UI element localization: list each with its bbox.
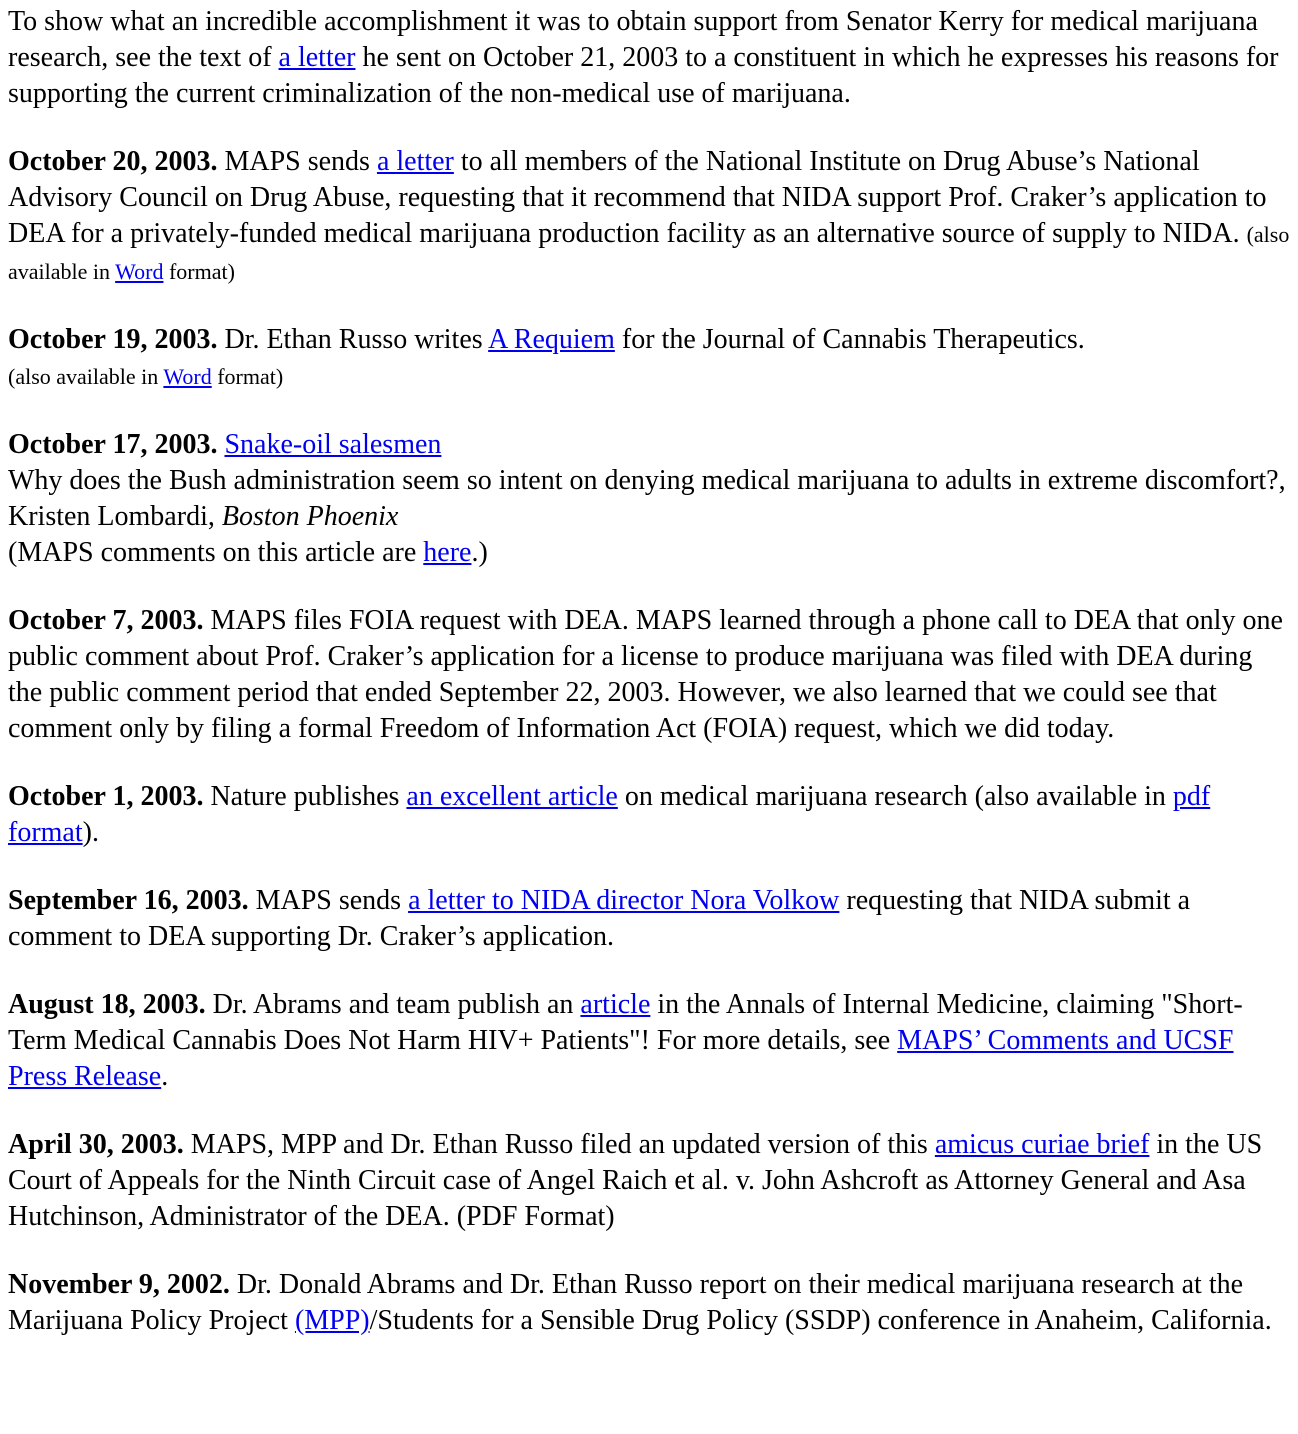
- entry-2003-10-01: [8, 779, 1290, 851]
- publication-name: Boston Phoenix: [221, 501, 399, 532]
- entry-date: October 7, 2003.: [8, 605, 204, 636]
- entry-text: to all members of the National Institute on Drug Abuse’s National Advisory Council on Drug Abuse, requesting that it recommend that NIDA support Prof. Craker’s application to DEA for a privately-funded medical marijuana production facility as an alternative source of supply to NIDA.: [8, 146, 1267, 249]
- volkow-letter-link[interactable]: a letter to NIDA director Nora Volkow: [408, 885, 840, 916]
- format-note: (also available in: [8, 222, 1290, 284]
- ucsf-press-release-link[interactable]: MAPS’ Comments and UCSF Press Release: [8, 1025, 1234, 1092]
- entry-date: October 17, 2003.: [8, 429, 218, 460]
- entry-date: October 19, 2003.: [8, 324, 218, 355]
- entry-text: Dr. Ethan Russo writes: [217, 324, 489, 355]
- requiem-link[interactable]: A Requiem: [488, 324, 615, 355]
- annals-article-link[interactable]: article: [580, 989, 651, 1020]
- entry-text: in the US Court of Appeals for the Ninth Circuit case of Angel Raich et al. v. John Ashcroft as Attorney General and Asa Hutchinson, Administrator of the DEA. (PDF Format): [8, 1129, 1263, 1232]
- comments-here-link[interactable]: here: [423, 537, 472, 568]
- nida-council-letter-link[interactable]: a letter: [376, 146, 454, 177]
- nature-article-link[interactable]: an excellent article: [406, 781, 618, 812]
- entry-text: on medical marijuana research (also available in: [617, 781, 1173, 812]
- amicus-brief-link[interactable]: amicus curiae brief: [934, 1129, 1150, 1160]
- entry-2003-10-07: [8, 603, 1290, 747]
- format-note: format): [211, 364, 284, 389]
- entry-text: Why does the Bush administration seem so intent on denying medical marijuana to adults in extreme discomfort?, Kristen Lombardi,: [8, 465, 1286, 532]
- entry-text: MAPS sends: [217, 146, 377, 177]
- entry-date: October 1, 2003.: [8, 781, 204, 812]
- pdf-format-link[interactable]: pdf format: [8, 781, 1211, 848]
- word-format-link[interactable]: Word: [163, 364, 212, 389]
- entry-date: September 16, 2003.: [8, 885, 249, 916]
- entry-text: Dr. Abrams and team publish an: [205, 989, 581, 1020]
- entry-text: .: [161, 1061, 169, 1092]
- entry-text: for the Journal of Cannabis Therapeutics.: [614, 324, 1085, 355]
- entry-date: April 30, 2003.: [8, 1129, 184, 1160]
- entry-text: MAPS sends: [248, 885, 409, 916]
- entry-date: October 20, 2003.: [8, 146, 218, 177]
- entry-date: November 9, 2002.: [8, 1269, 230, 1300]
- entry-text: ).: [82, 817, 99, 848]
- format-note: (also available in: [8, 364, 164, 389]
- kerry-letter-link[interactable]: a letter: [278, 42, 356, 73]
- mpp-link[interactable]: (MPP): [294, 1305, 370, 1336]
- entry-text: MAPS files FOIA request with DEA. MAPS learned through a phone call to DEA that only one public comment about Prof. Craker’s application for a license to produce marijuana was filed with DEA during the public comment period that ended September 22, 2003. However, we also learned that we could see that comment only by filing a formal Freedom of Information Act (FOIA) request, which we did today.: [8, 605, 1283, 744]
- entry-text: MAPS, MPP and Dr. Ethan Russo filed an updated version of this: [183, 1129, 935, 1160]
- entry-2003-09-16: [8, 883, 1290, 955]
- entry-2003-04-30: [8, 1127, 1290, 1235]
- word-format-link[interactable]: Word: [115, 259, 164, 284]
- entry-text: /Students for a Sensible Drug Policy (SSDP) conference in Anaheim, California.: [369, 1305, 1272, 1336]
- entry-text: in the Annals of Internal Medicine, claiming "Short-Term Medical Cannabis Does Not Harm HIV+ Patients"! For more details, see: [8, 989, 1243, 1056]
- entry-2003-10-19: [8, 322, 1290, 395]
- entry-2003-08-18: [8, 987, 1290, 1095]
- entry-text: Nature publishes: [203, 781, 407, 812]
- entry-text: (MAPS comments on this article are: [8, 537, 424, 568]
- entry-text: requesting that NIDA submit a comment to DEA supporting Dr. Craker’s application.: [8, 885, 1191, 952]
- entry-text: he sent on October 21, 2003 to a constituent in which he expresses his reasons for supporting the current criminalization of the non-medical use of marijuana.: [8, 42, 1279, 109]
- entry-kerry-letter: [8, 4, 1290, 112]
- entry-2003-10-20: [8, 144, 1290, 290]
- entry-text: To show what an incredible accomplishment it was to obtain support from Senator Kerry for medical marijuana research, see the text of: [8, 6, 1258, 73]
- entry-text: Dr. Donald Abrams and Dr. Ethan Russo report on their medical marijuana research at the Marijuana Policy Project: [8, 1269, 1244, 1336]
- format-note: format): [163, 259, 235, 284]
- entry-2003-10-17: [8, 427, 1290, 571]
- snake-oil-link[interactable]: Snake-oil salesmen: [224, 429, 442, 460]
- entry-date: August 18, 2003.: [8, 989, 206, 1020]
- entry-text: .): [471, 537, 488, 568]
- entry-2002-11-09: [8, 1267, 1290, 1339]
